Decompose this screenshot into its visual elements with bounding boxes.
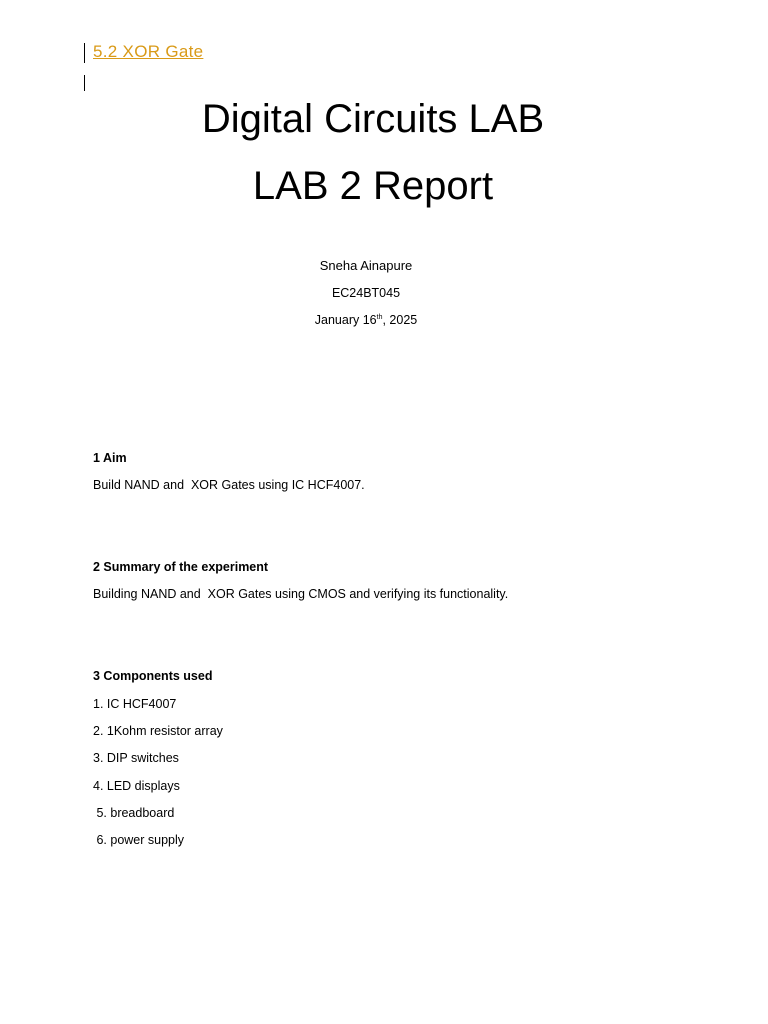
roll-number: EC24BT045 (331, 286, 401, 300)
date-year: , 2025 (382, 313, 418, 327)
report-date (0, 313, 732, 327)
text-cursor (84, 43, 85, 63)
date-month-day: January 16 (314, 313, 377, 327)
summary-text: Building NAND and XOR Gates using CMOS and verifying its functionality. (93, 587, 509, 601)
document-subtitle: LAB 2 Report (252, 164, 494, 208)
component-list-item: 4. LED displays (93, 779, 180, 793)
component-list-item: 5. breadboard (93, 806, 175, 820)
toc-link-xor-gate[interactable]: 5.2 XOR Gate (93, 42, 204, 61)
date-ordinal-suffix: th (376, 313, 383, 321)
author-name: Sneha Ainapure (319, 258, 413, 273)
document-title: Digital Circuits LAB (201, 97, 545, 141)
section-heading-summary: 2 Summary of the experiment (93, 560, 269, 574)
component-list-item: 1. IC HCF4007 (93, 697, 177, 711)
component-list-item: 3. DIP switches (93, 751, 179, 765)
aim-text: Build NAND and XOR Gates using IC HCF4007. (93, 478, 365, 492)
text-cursor (84, 75, 85, 91)
section-heading-aim: 1 Aim (93, 451, 127, 465)
section-heading-components: 3 Components used (93, 669, 213, 683)
component-list-item: 6. power supply (93, 833, 185, 847)
component-list-item: 2. 1Kohm resistor array (93, 724, 223, 738)
